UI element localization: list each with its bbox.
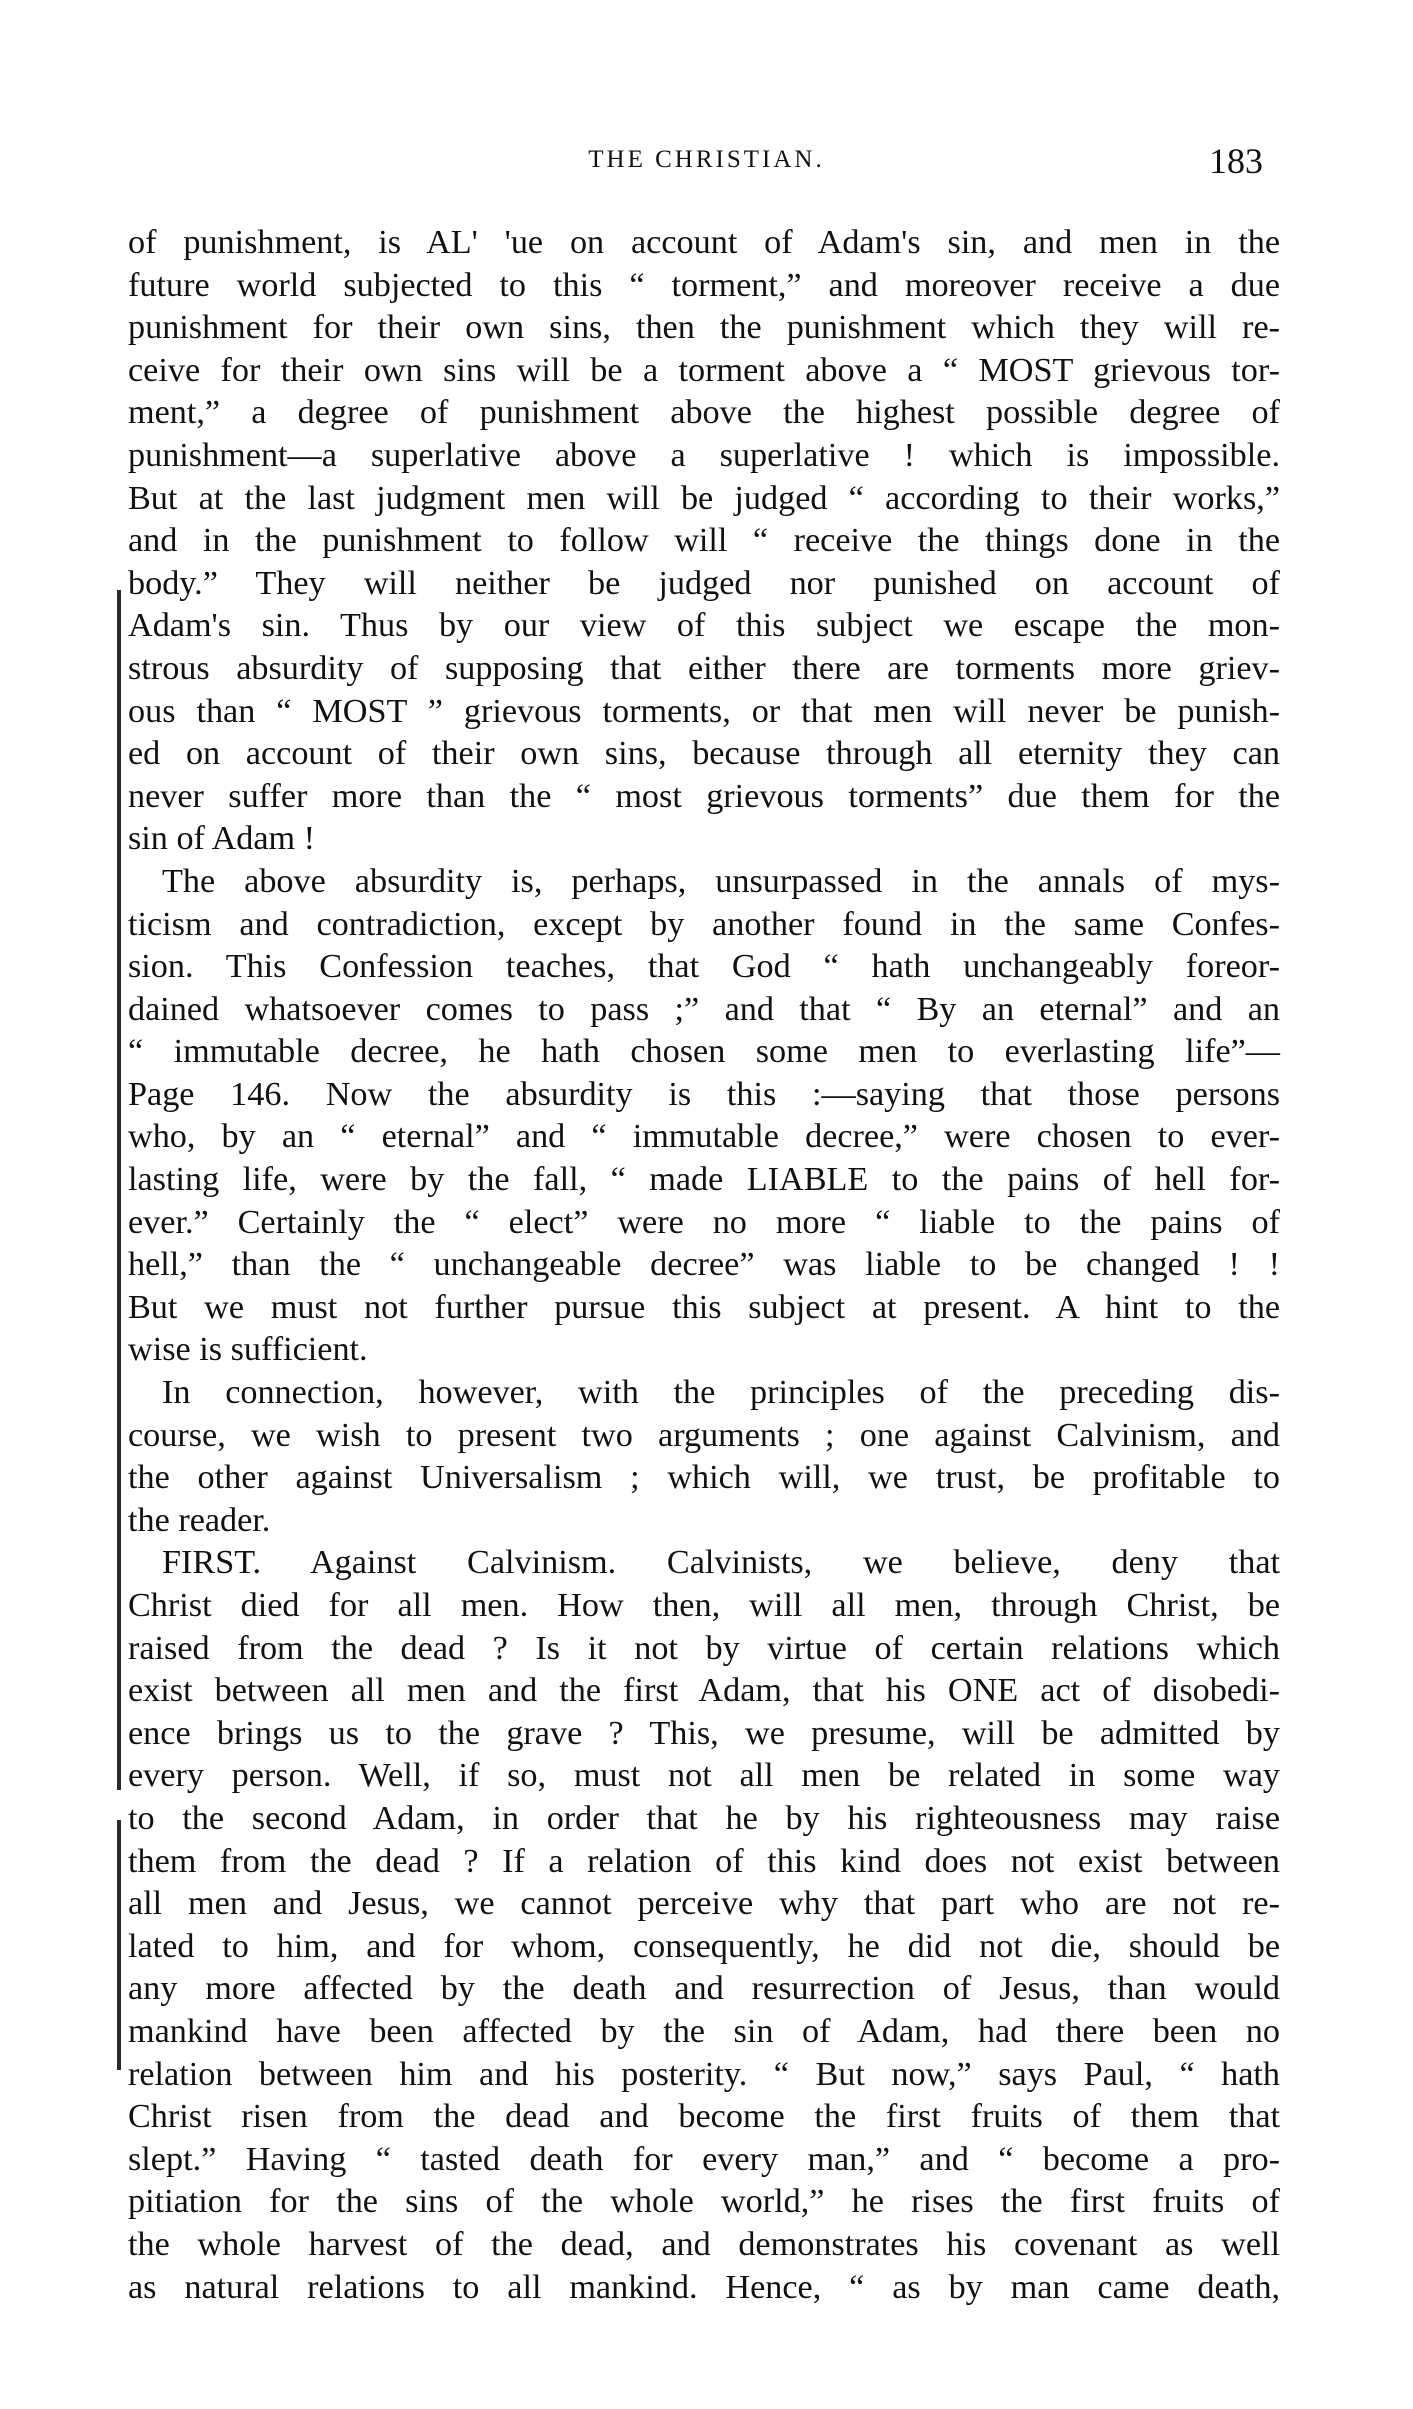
- page-header: [0, 140, 1413, 190]
- text-line: But at the last judgment men will be judged “ according to their works,”: [128, 479, 1280, 517]
- text-line: them from the dead ? If a relation of this kind does not exist between: [128, 1842, 1280, 1880]
- text-line: wise is sufficient.: [128, 1331, 368, 1369]
- text-line: In connection, however, with the principles of the preceding dis-: [162, 1374, 1280, 1412]
- text-line: sion. This Confession teaches, that God “ hath unchangeably foreor-: [128, 948, 1280, 986]
- text-line: all men and Jesus, we cannot perceive why that part who are not re-: [128, 1885, 1280, 1923]
- text-line: Adam's sin. Thus by our view of this subject we escape the mon-: [128, 607, 1280, 645]
- text-line: ever.” Certainly the “ elect” were no more “ liable to the pains of: [128, 1203, 1280, 1241]
- text-line: punishment—a superlative above a superlative ! which is impossible.: [128, 436, 1280, 474]
- text-line: The above absurdity is, perhaps, unsurpassed in the annals of mys-: [162, 862, 1280, 900]
- text-line: of punishment, is AL' 'ue on account of Adam's sin, and men in the: [128, 224, 1280, 261]
- text-line: Christ died for all men. How then, will all men, through Christ, be: [128, 1587, 1280, 1624]
- text-line: ticism and contradiction, except by another found in the same Confes-: [128, 905, 1280, 943]
- text-line: course, we wish to present two arguments ; one against Calvinism, and: [128, 1416, 1280, 1454]
- text-line: and in the punishment to follow will “ receive the things done in the: [128, 522, 1280, 560]
- text-line: ment,” a degree of punishment above the highest possible degree of: [128, 394, 1280, 432]
- text-line: Page 146. Now the absurdity is this :—saying that those persons: [128, 1075, 1280, 1113]
- text-line: ous than “ MOST ” grievous torments, or that men will never be punish-: [128, 692, 1280, 730]
- text-line: ence brings us to the grave ? This, we presume, will be admitted by: [128, 1714, 1280, 1752]
- body-text: [128, 222, 1280, 2309]
- text-line: FIRST. Against Calvinism. Calvinists, we believe, deny that: [162, 1544, 1280, 1582]
- text-line: lated to him, and for whom, consequently, he did not die, should be: [128, 1927, 1280, 1965]
- text-line: body.” They will neither be judged nor punished on account of: [128, 564, 1280, 602]
- text-line: to the second Adam, in order that he by his righteousness may raise: [128, 1799, 1280, 1837]
- text-line: lasting life, were by the fall, “ made LIABLE to the pains of hell for-: [128, 1161, 1280, 1199]
- text-line: raised from the dead ? Is it not by virtue of certain relations which: [128, 1629, 1280, 1667]
- text-line: relation between him and his posterity. “ But now,” says Paul, “ hath: [128, 2055, 1280, 2093]
- page-number: 183: [1209, 141, 1263, 181]
- text-line: any more affected by the death and resurrection of Jesus, than would: [128, 1970, 1280, 2008]
- text-line: future world subjected to this “ torment,” and moreover receive a due: [128, 266, 1280, 304]
- text-line: every person. Well, if so, must not all men be related in some way: [128, 1757, 1280, 1795]
- text-line: mankind have been affected by the sin of Adam, had there been no: [128, 2012, 1280, 2050]
- left-margin-mark: [117, 590, 121, 1790]
- text-line: punishment for their own sins, then the punishment which they will re-: [128, 309, 1280, 347]
- text-line: as natural relations to all mankind. Hence, “ as by man came death,: [128, 2268, 1280, 2306]
- text-line: slept.” Having “ tasted death for every man,” and “ become a pro-: [128, 2140, 1280, 2178]
- text-line: who, by an “ eternal” and “ immutable decree,” were chosen to ever-: [128, 1118, 1280, 1156]
- running-head: THE CHRISTIAN.: [588, 146, 825, 173]
- text-line: ceive for their own sins will be a torment above a “ MOST grievous tor-: [128, 351, 1280, 389]
- text-line: exist between all men and the first Adam, that his ONE act of disobedi-: [128, 1672, 1280, 1710]
- text-line: “ immutable decree, he hath chosen some men to everlasting life”—: [128, 1033, 1280, 1071]
- text-line: dained whatsoever comes to pass ;” and that “ By an eternal” and an: [128, 990, 1280, 1028]
- text-line: the reader.: [128, 1501, 271, 1539]
- text-line: sin of Adam !: [128, 820, 316, 858]
- text-line: ed on account of their own sins, because through all eternity they can: [128, 735, 1280, 773]
- text-line: But we must not further pursue this subject at present. A hint to the: [128, 1288, 1280, 1326]
- text-line: strous absurdity of supposing that either there are torments more griev-: [128, 649, 1280, 687]
- text-line: never suffer more than the “ most grievous torments” due them for the: [128, 777, 1280, 815]
- left-margin-mark: [117, 1820, 121, 2070]
- text-line: the whole harvest of the dead, and demonstrates his covenant as well: [128, 2225, 1280, 2263]
- text-line: Christ risen from the dead and become the first fruits of them that: [128, 2098, 1280, 2136]
- text-line: pitiation for the sins of the whole world,” he rises the first fruits of: [128, 2183, 1280, 2221]
- text-line: hell,” than the “ unchangeable decree” was liable to be changed ! !: [128, 1246, 1280, 1284]
- text-line: the other against Universalism ; which will, we trust, be profitable to: [128, 1459, 1280, 1497]
